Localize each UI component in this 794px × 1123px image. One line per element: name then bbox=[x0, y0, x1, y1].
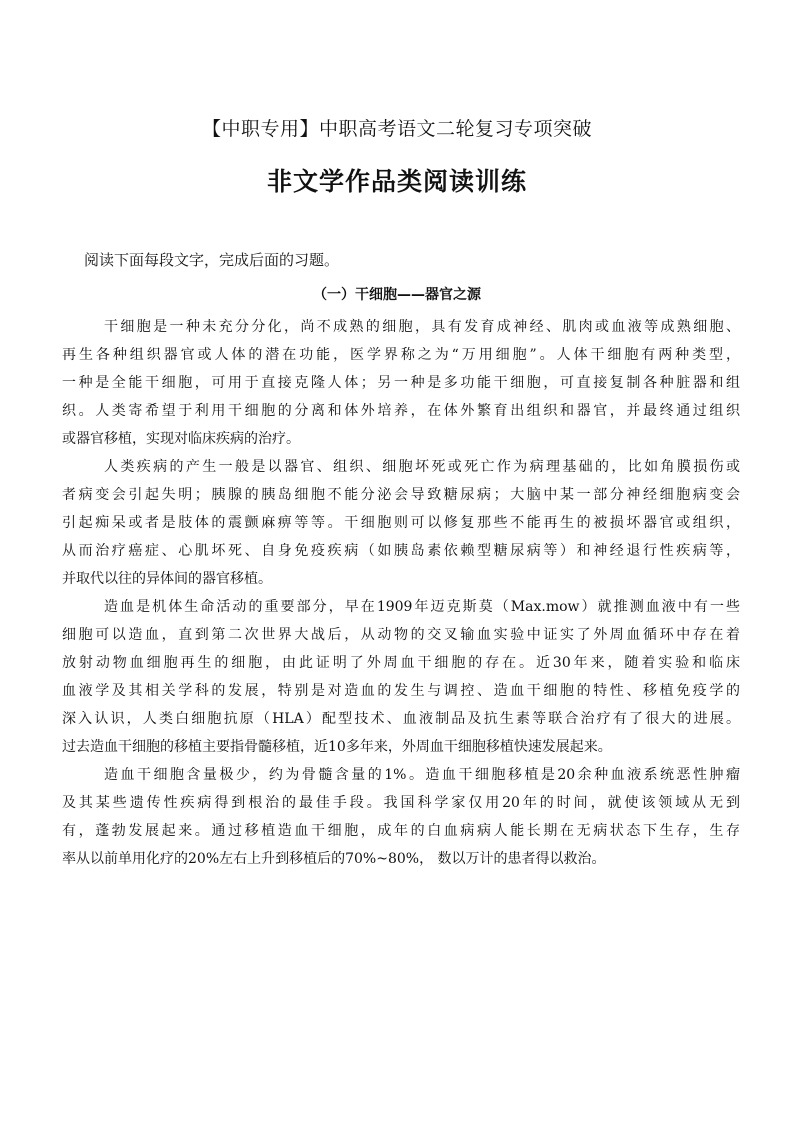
document-header: 【中职专用】中职高考语文二轮复习专项突破 bbox=[201, 118, 592, 140]
paragraph-line: 造血干细胞含量极少，约为骨髓含量的1%。造血干细胞移植是20余种血液系统恶性肿瘤 bbox=[104, 767, 740, 783]
paragraph-line: 或器官移植，实现对临床疾病的治疗。 bbox=[62, 431, 300, 447]
paragraph-line: 过去造血干细胞的移植主要指骨髓移植，近10多年来，外周血干细胞移植快速发展起来。 bbox=[62, 739, 612, 755]
paragraph-line: 深入认识，人类白细胞抗原（HLA）配型技术、血液制品及抗生素等联合治疗有了很大的进展。 bbox=[62, 711, 740, 727]
paragraph-line: 干细胞是一种未充分分化，尚不成熟的细胞，具有发育成神经、肌肉或血液等成熟细胞、 bbox=[104, 319, 740, 335]
reading-instruction: 阅读下面每段文字，完成后面的习题。 bbox=[84, 251, 340, 269]
paragraph-line: 细胞可以造血，直到第二次世界大战后，从动物的交叉输血实验中证实了外周血循环中存在着 bbox=[62, 627, 740, 643]
paragraph bbox=[62, 593, 740, 761]
paragraph-line: 率从以前单用化疗的20%左右上升到移植后的70%~80%， 数以万计的患者得以救治。 bbox=[62, 851, 606, 867]
paragraph-line: 者病变会引起失明；胰腺的胰岛细胞不能分泌会导致糖尿病；大脑中某一部分神经细胞病变会 bbox=[62, 487, 740, 503]
paragraph-line: 及其某些遗传性疾病得到根治的最佳手段。我国科学家仅用20年的时间，就使该领域从无到 bbox=[62, 795, 740, 811]
paragraph-line: 一种是全能干细胞，可用于直接克隆人体；另一种是多功能干细胞，可直接复制各种脏器和组 bbox=[62, 375, 740, 391]
paragraph bbox=[62, 313, 740, 453]
paragraph-line: 再生各种组织器官或人体的潜在功能，医学界称之为“万用细胞”。人体干细胞有两种类型， bbox=[62, 347, 740, 363]
paragraph-line: 有，蓬勃发展起来。通过移植造血干细胞，成年的白血病病人能长期在无病状态下生存，生存 bbox=[62, 823, 740, 839]
paragraph bbox=[62, 453, 740, 593]
paragraph-line: 放射动物血细胞再生的细胞，由此证明了外周血干细胞的存在。近30年来，随着实验和临床 bbox=[62, 655, 740, 671]
paragraph-line: 织。人类寄希望于利用干细胞的分离和体外培养，在体外繁育出组织和器官，并最终通过组织 bbox=[62, 403, 740, 419]
paragraph bbox=[62, 761, 740, 873]
paragraph-line: 引起痴呆或者是肢体的震颤麻痹等等。干细胞则可以修复那些不能再生的被损坏器官或组织， bbox=[62, 515, 740, 531]
paragraph-line: 从而治疗癌症、心肌坏死、自身免疫疾病（如胰岛素依赖型糖尿病等）和神经退行性疾病等， bbox=[62, 543, 740, 559]
paragraph-line: 并取代以往的异体间的器官移植。 bbox=[62, 571, 272, 587]
paragraph-line: 血液学及其相关学科的发展，特别是对造血的发生与调控、造血干细胞的特性、移植免疫学的 bbox=[62, 683, 740, 699]
paragraph-line: 造血是机体生命活动的重要部分，早在1909年迈克斯莫（Max.mow）就推测血液中有一些 bbox=[104, 599, 740, 615]
page-title: 非文学作品类阅读训练 bbox=[266, 167, 527, 196]
article-body bbox=[62, 313, 740, 873]
section-title: （一）干细胞——器官之源 bbox=[313, 287, 481, 303]
paragraph-line: 人类疾病的产生一般是以器官、组织、细胞坏死或死亡作为病理基础的，比如角膜损伤或 bbox=[104, 459, 740, 475]
